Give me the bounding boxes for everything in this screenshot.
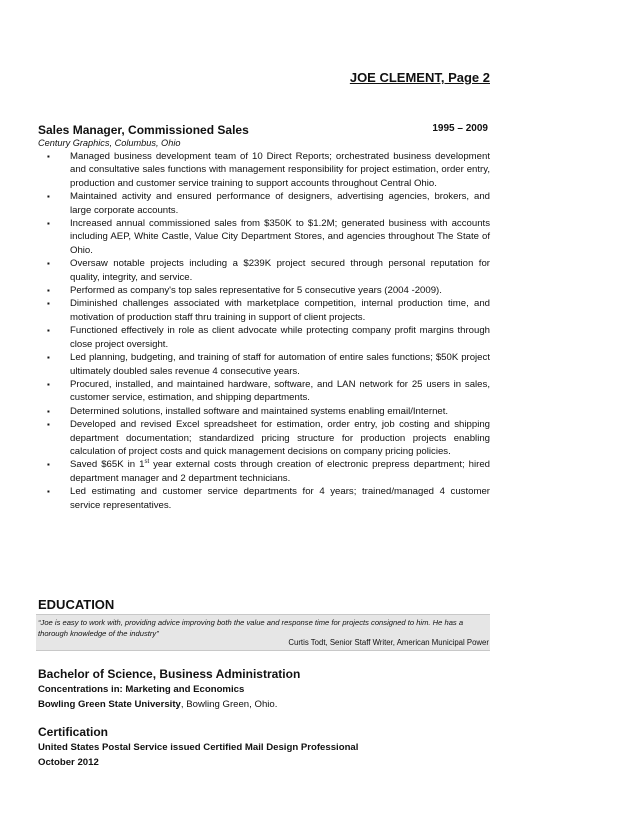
certification-date: October 2012 (38, 757, 99, 768)
bullet-text: Determined solutions, installed software and maintained systems enabling email/Internet. (70, 405, 449, 417)
job-title: Sales Manager, Commissioned Sales (38, 123, 249, 137)
bullet-text: Procured, installed, and maintained hardware, software, and LAN network for 25 users in sales, customer service, estimation, and shipping departments. (70, 378, 490, 404)
degree-concentrations: Concentrations in: Marketing and Economics (38, 684, 245, 695)
ordinal-superscript: st (144, 459, 150, 466)
job-dates: 1995 – 2009 (432, 123, 488, 134)
list-item (38, 217, 490, 257)
testimonial-quote: “Joe is easy to work with, providing advice improving both the value and response time for projects consigned to him. He has a thorough knowledge of the industry” (38, 618, 464, 638)
bullet-text: Increased annual commissioned sales from $350K to $1.2M; generated business with accounts including AEP, White Castle, Value City Department Stores, and agencies throughout The State of Ohio. (70, 218, 490, 256)
bullet-text: Functioned effectively in role as client advocate while protecting company profit margins through close project oversight. (70, 325, 490, 350)
bullet-icon: ▪ (47, 420, 50, 430)
testimonial-box (36, 614, 490, 651)
certification-heading: Certification (38, 725, 109, 739)
list-item (38, 405, 490, 418)
bullet-icon: ▪ (47, 379, 50, 389)
job-section (38, 123, 490, 512)
bullet-text-before: Saved $65K in 1 (70, 459, 145, 471)
certification-name: United States Postal Service issued Certified Mail Design Professional (38, 742, 359, 753)
education-heading: EDUCATION (38, 597, 115, 612)
testimonial-author: Curtis Todt, Senior Staff Writer, American Municipal Power (288, 638, 489, 647)
bullet-icon: ▪ (47, 406, 50, 416)
list-item (38, 297, 490, 324)
list-item (38, 284, 490, 297)
list-item (38, 257, 490, 284)
bullet-icon: ▪ (47, 326, 50, 336)
bullet-icon: ▪ (47, 219, 50, 229)
bullet-text: Developed and revised Excel spreadsheet for estimation, order entry, job costing and shipping department documentation; standardized pricing structure for production projects enabling calculation of project costs and quick management decisions on company pricing policies. (70, 419, 490, 457)
university-name: Bowling Green State University (38, 699, 181, 710)
list-item (38, 378, 490, 405)
list-item (38, 351, 490, 378)
degree-title: Bachelor of Science, Business Administration (38, 667, 301, 681)
list-item (38, 150, 490, 190)
bullet-text: Led estimating and customer service departments for 4 years; trained/managed 4 customer service representatives. (70, 486, 490, 511)
bullet-icon: ▪ (47, 299, 50, 309)
bullet-icon: ▪ (47, 460, 50, 470)
list-item (38, 324, 490, 351)
bullet-text: Maintained activity and ensured performance of designers, advertising agencies, brokers, and large corporate accounts. (70, 191, 490, 216)
bullet-text: Oversaw notable projects including a $239K project secured through personal reputation for quality, integrity, and service. (70, 258, 490, 283)
bullet-text: Led planning, budgeting, and training of staff for automation of entire sales functions; $50K project ultimately doubled sales revenue 4 consecutive years. (70, 352, 490, 377)
bullet-icon: ▪ (47, 487, 50, 497)
list-item (38, 418, 490, 458)
bullet-text: Performed as company's top sales representative for 5 consecutive years (2004 -2009). (70, 285, 442, 297)
bullet-icon: ▪ (47, 192, 50, 202)
list-item (38, 458, 490, 485)
university-line (38, 699, 277, 710)
bullet-icon: ▪ (47, 286, 50, 296)
bullet-icon: ▪ (47, 259, 50, 269)
bullet-icon: ▪ (47, 152, 50, 161)
bullet-icon: ▪ (47, 353, 50, 363)
job-company: Century Graphics, Columbus, Ohio (38, 138, 181, 148)
job-bullet-list (38, 150, 490, 512)
list-item (38, 190, 490, 217)
page-header-name: JOE CLEMENT, Page 2 (349, 70, 490, 85)
list-item (38, 485, 490, 512)
job-heading (38, 123, 490, 137)
university-location: , Bowling Green, Ohio. (180, 699, 278, 710)
bullet-text: Diminished challenges associated with marketplace competition, internal production time, and motivation of production staff thru training in support of client projects. (70, 298, 490, 323)
bullet-text: Managed business development team of 10 Direct Reports; orchestrated business development and consultative sales functions with management responsibility for project estimation, order entry, production and customer service training to support accounts throughout Central Ohio. (70, 151, 490, 189)
bullet-text-after: year external costs through creation of electronic prepress department; hired department manager and 2 department technicians. (70, 459, 490, 484)
